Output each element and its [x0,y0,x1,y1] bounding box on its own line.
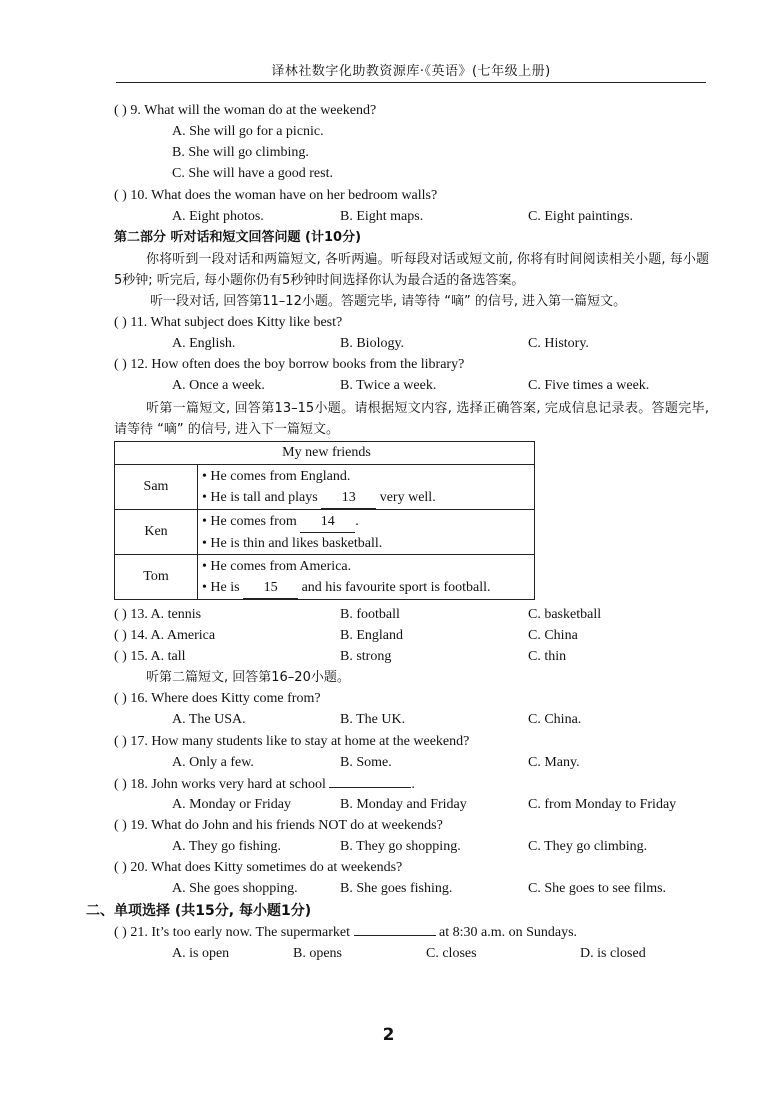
q20-option-c: C. She goes to see films. [528,881,667,896]
q13-option-c: C. basketball [528,607,602,622]
info-line [202,487,534,509]
question-text: at 8:30 a.m. on Sundays. [439,925,578,940]
question-9: ( ) 9. What will the woman do at the weekend? [114,103,377,118]
q9-option-a: A. She will go for a picnic. [172,124,324,139]
info-line [202,577,534,599]
q21-option-d: D. is closed [580,946,646,961]
part2-title: 第二部分 听对话和短文回答问题 (计10分) [114,230,362,245]
info-table [114,441,535,600]
q21-option-a: A. is open [172,946,230,961]
passage1-intro: 听第一篇短文, 回答第13–15小题。请根据短文内容, 选择正确答案, 完成信息记录表。答题完毕, 请等待 “嘀” 的信号, 进入下一篇短文。 [114,401,709,437]
question-11: ( ) 11. What subject does Kitty like best? [114,315,343,330]
passage2-intro: 听第二篇短文, 回答第16–20小题。 [146,670,350,685]
table-title: My new friends [115,442,535,465]
info-text: very well. [376,489,436,505]
q15-option-b: B. strong [340,649,392,664]
info-text: • He is [202,579,244,595]
page-number: 2 [382,1025,395,1045]
blank-13: 13 [321,487,376,509]
friend-info [198,510,535,555]
table-row [115,465,535,510]
question-text: ( ) 18. John works very hard at school [114,777,326,792]
friend-name: Sam [115,465,198,510]
info-text: . [355,513,359,529]
question-13: ( ) 13. A. tennis [114,607,202,622]
q9-option-c: C. She will have a good rest. [172,166,333,181]
q19-option-a: A. They go fishing. [172,839,282,854]
info-line: • He comes from England. [202,468,351,484]
q16-option-b: B. The UK. [340,712,406,727]
q11-option-b: B. Biology. [340,336,405,351]
q17-option-b: B. Some. [340,755,392,770]
q16-option-c: C. China. [528,712,582,727]
question-21 [114,923,577,942]
q21-option-b: B. opens [293,946,342,961]
q9-option-b: B. She will go climbing. [172,145,309,160]
friend-name: Ken [115,510,198,555]
q12-option-c: C. Five times a week. [528,378,650,393]
q11-option-a: A. English. [172,336,236,351]
q10-option-a: A. Eight photos. [172,209,264,224]
question-15: ( ) 15. A. tall [114,649,186,664]
q13-option-b: B. football [340,607,400,622]
answer-blank [329,775,411,788]
q20-option-b: B. She goes fishing. [340,881,453,896]
q18-option-a: A. Monday or Friday [172,797,291,812]
q12-option-a: A. Once a week. [172,378,265,393]
question-17: ( ) 17. How many students like to stay at home at the weekend? [114,734,470,749]
question-text: ( ) 21. It’s too early now. The supermarket [114,925,350,940]
part2-instructions: 你将听到一段对话和两篇短文, 各听两遍。听每段对话或短文前, 你将有时间阅读相关小题, 每小题5秒钟; 听完后, 每小题你仍有5秒钟时间选择你认为最合适的备选答案。 [114,252,709,288]
q18-option-b: B. Monday and Friday [340,797,467,812]
question-14: ( ) 14. A. America [114,628,216,643]
info-line: • He is thin and likes basketball. [202,535,383,551]
info-text: and his favourite sport is football. [298,579,491,595]
question-12: ( ) 12. How often does the boy borrow books from the library? [114,357,465,372]
friend-info [198,465,535,510]
info-line: • He comes from America. [202,558,352,574]
question-19: ( ) 19. What do John and his friends NOT do at weekends? [114,818,443,833]
question-20: ( ) 20. What does Kitty sometimes do at weekends? [114,860,403,875]
q12-option-b: B. Twice a week. [340,378,437,393]
q17-option-a: A. Only a few. [172,755,254,770]
table-row [115,555,535,600]
dialog-intro: 听一段对话, 回答第11–12小题。答题完毕, 请等待 “嘀” 的信号, 进入第一篇短文。 [150,294,627,309]
question-18: ( ) 18. John works very hard at school . [114,777,415,792]
q19-option-c: C. They go climbing. [528,839,648,854]
q14-option-c: C. China [528,628,578,643]
q19-option-b: B. They go shopping. [340,839,461,854]
q16-option-a: A. The USA. [172,712,246,727]
blank-14: 14 [300,511,355,533]
blank-15: 15 [243,577,298,599]
info-text: • He comes from [202,513,301,529]
table-row [115,510,535,555]
q10-option-c: C. Eight paintings. [528,209,633,224]
q21-option-c: C. closes [426,946,477,961]
q14-option-b: B. England [340,628,403,643]
q18-option-c: C. from Monday to Friday [528,797,677,812]
friend-name: Tom [115,555,198,600]
q11-option-c: C. History. [528,336,589,351]
info-text: • He is tall and plays [202,489,322,505]
friend-info [198,555,535,600]
q15-option-c: C. thin [528,649,567,664]
q17-option-c: C. Many. [528,755,580,770]
q10-option-b: B. Eight maps. [340,209,424,224]
section2-title: 二、单项选择 (共15分, 每小题1分) [86,903,312,919]
question-16: ( ) 16. Where does Kitty come from? [114,691,321,706]
page-header: 译林社数字化助教资源库·《英语》(七年级上册) [116,60,706,83]
q20-option-a: A. She goes shopping. [172,881,298,896]
question-10: ( ) 10. What does the woman have on her bedroom walls? [114,188,438,203]
info-line [202,511,534,533]
answer-blank [354,923,436,936]
